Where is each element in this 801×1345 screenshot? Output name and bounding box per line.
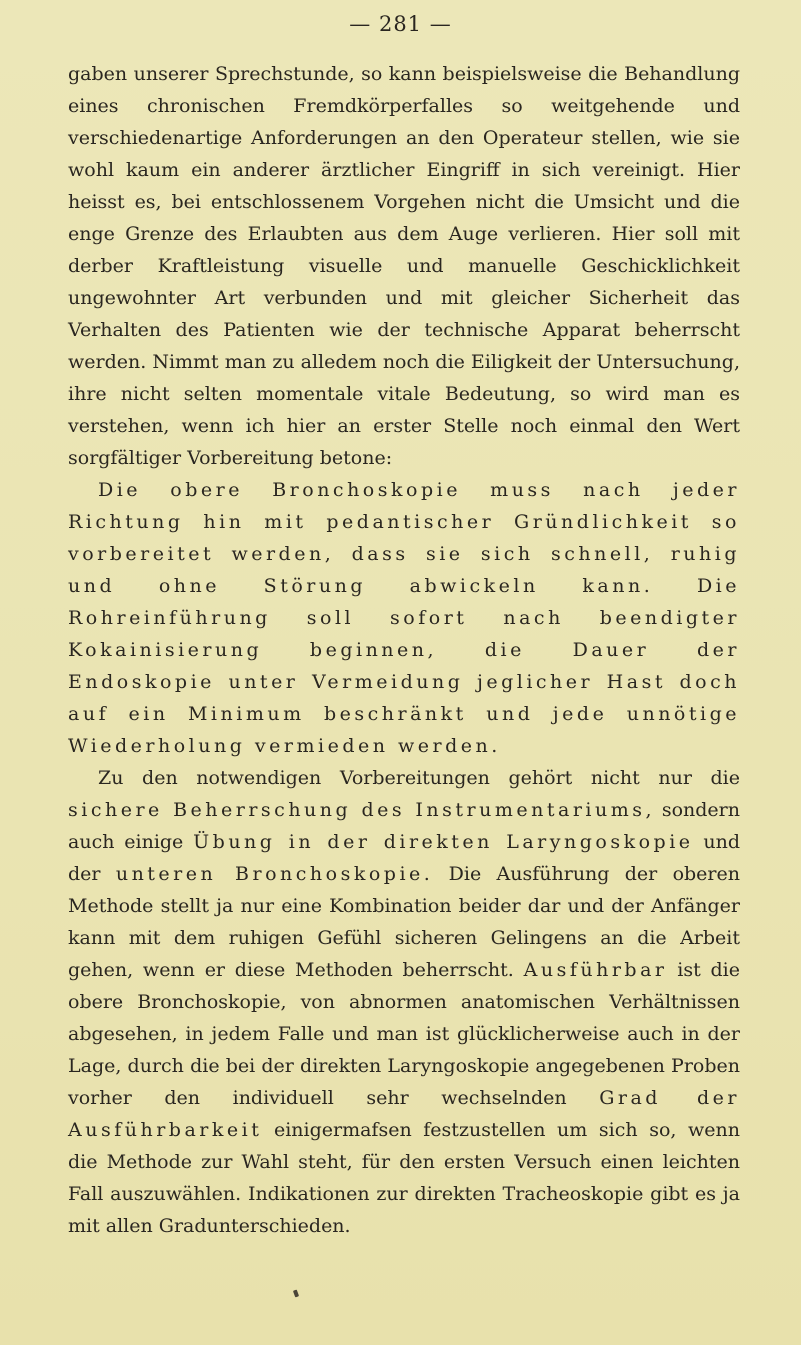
emphasis-sichere-beherrschung: sichere Beherrschung des Instrumentariums, [68, 799, 656, 821]
paragraph-3-text-4: Die Ausführung der oberen Methode stellt ja nur eine Kombination beider dar und der Anfänger kann mit dem ruhigen Gefühl sicheren Gelingens an die Arbeit gehen, wenn er diese Methoden beherrscht. [68, 863, 740, 981]
paragraph-2-spaced: Die obere Bronchoskopie muss nach jeder Richtung hin mit pedantischer Gründlichkeit so vorbereitet werden, dass sie sich schnell, ruhig und ohne Störung abwickeln kann. Die Rohreinführung soll sofort nach beendigter Kokainisierung beginnen, die Dauer der Endoskopie unter Vermeidung jeglicher Hast doch auf ein Minimum beschränkt und jede unnötige Wiederholung vermieden werden. [68, 479, 740, 757]
paragraph-3-text-2: sondern auch einige [68, 799, 740, 853]
paragraph-3-text-1: Zu den notwendigen Vorbereitungen gehört nicht nur die [98, 767, 740, 789]
paragraph-3-text-3: und der [68, 831, 740, 885]
page-number: — 281 — [349, 12, 452, 36]
emphasis-laryngoskopie: Übung in der direkten Laryngoskopie [193, 831, 694, 853]
paragraph-1: gaben unserer Sprechstunde, so kann beispielsweise die Behandlung eines chronischen Fremdkörperfalles so weitgehende und verschiedenartige Anforderungen an den Operateur stellen, wie sie wohl kaum ein anderer ärztlicher Eingriff in sich vereinigt. Hier heisst es, bei entschlossenem Vorgehen nicht die Umsicht und die enge Grenze des Erlaubten aus dem Auge verlieren. Hier soll mit derber Kraftleistung visuelle und manuelle Geschicklichkeit ungewohnter Art verbunden und mit gleicher Sicherheit das Verhalten des Patienten wie der technische Apparat beherrscht werden. Nimmt man zu alledem noch die Eiligkeit der Untersuchung, ihre nicht selten momentale vitale Bedeutung, so wird man es verstehen, wenn ich hier an erster Stelle noch einmal den Wert sorgfältiger Vorbereitung betone: [68, 63, 740, 469]
paper-speck [293, 1290, 299, 1298]
paragraph-3 [68, 762, 740, 1242]
paragraph-3-text-6: einigermafsen festzustellen um sich so, wenn die Methode zur Wahl steht, für den ersten Versuch einen leichten Fall auszuwählen. Indikationen zur direkten Tracheoskopie gibt es ja mit allen Gradunterschieden. [68, 1119, 740, 1237]
emphasis-grad-der-ausfuehrbarkeit: Grad der Ausführbarkeit [68, 1087, 741, 1141]
paragraph-3-text-5: ist die obere Bronchoskopie, von abnormen anatomischen Verhältnissen abgesehen, in jedem Falle und man ist glücklicherweise auch in der Lage, durch die bei der direkten Laryngoskopie angegebenen Proben vorher den individuell sehr wechselnden [68, 959, 740, 1109]
body-text [68, 58, 740, 1242]
emphasis-untere-bronchoskopie: unteren Bronchoskopie. [115, 863, 434, 885]
emphasis-ausfuehrbar: Ausführbar [523, 959, 668, 981]
